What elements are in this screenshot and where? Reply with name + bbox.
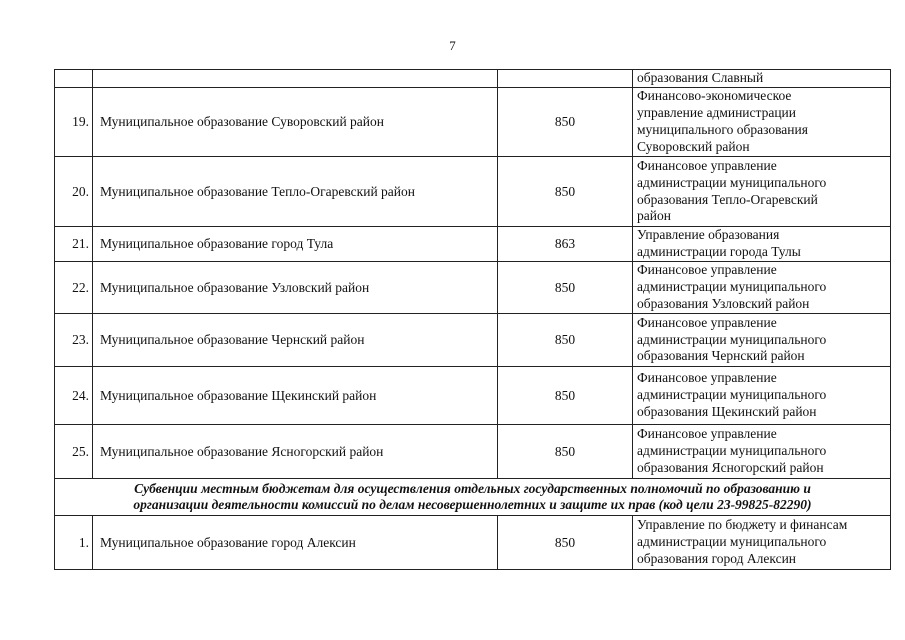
organization-line: Финансовое управление <box>637 370 777 386</box>
organization-line: район <box>637 208 671 224</box>
table-row <box>55 88 891 157</box>
organization-line: администрации муниципального <box>637 387 827 403</box>
organization-line: администрации муниципального <box>637 443 827 459</box>
table-row <box>55 262 891 314</box>
organization-line: Финансово-экономическое <box>637 88 792 104</box>
cell-number: 19. <box>55 88 93 157</box>
cell-code: 850 <box>498 157 633 227</box>
cell-organization: образования Славный <box>633 70 891 88</box>
cell-municipality: Муниципальное образование Тепло-Огаревский район <box>93 157 498 227</box>
organization-line: Финансовое управление <box>637 157 777 173</box>
cell-municipality <box>93 70 498 88</box>
cell-code: 850 <box>498 262 633 314</box>
cell-organization <box>633 516 891 570</box>
organization-line: администрации муниципального <box>637 174 827 190</box>
section-header-row <box>55 479 891 516</box>
cell-municipality: Муниципальное образование город Алексин <box>93 516 498 570</box>
cell-number: 22. <box>55 262 93 314</box>
organization-line: Управление по бюджету и финансам <box>637 517 848 533</box>
organization-line: Финансовое управление <box>637 426 777 442</box>
cell-organization <box>633 88 891 157</box>
cell-code: 850 <box>498 516 633 570</box>
organization-line: Суворовский район <box>637 138 750 154</box>
organization-line: образования Щекинский район <box>637 403 817 419</box>
cell-number: 23. <box>55 314 93 367</box>
cell-organization <box>633 227 891 262</box>
cell-municipality: Муниципальное образование Ясногорский район <box>93 425 498 479</box>
cell-code <box>498 70 633 88</box>
cell-number: 25. <box>55 425 93 479</box>
organization-line: образования Чернский район <box>637 348 805 364</box>
organization-line: администрации муниципального <box>637 331 827 347</box>
cell-code: 850 <box>498 314 633 367</box>
section-title <box>55 479 891 516</box>
cell-municipality: Муниципальное образование Суворовский район <box>93 88 498 157</box>
cell-number: 20. <box>55 157 93 227</box>
organization-line: Финансовое управление <box>637 262 777 278</box>
section-title-line-1: Субвенции местным бюджетам для осуществления отдельных государственных полномочий по образованию и <box>134 481 811 496</box>
section-title-line-2: организации деятельности комиссий по делам несовершеннолетних и защите их прав (код цели 23-99825-82290) <box>133 497 812 512</box>
cell-organization <box>633 425 891 479</box>
cell-municipality: Муниципальное образование Чернский район <box>93 314 498 367</box>
cell-organization <box>633 262 891 314</box>
cell-number: 21. <box>55 227 93 262</box>
organization-line: Финансовое управление <box>637 314 777 330</box>
table-row-continuation <box>55 70 891 88</box>
cell-municipality: Муниципальное образование Узловский район <box>93 262 498 314</box>
cell-number <box>55 70 93 88</box>
organization-line: Управление образования <box>637 227 780 243</box>
cell-number: 1. <box>55 516 93 570</box>
organization-line: образования Ясногорский район <box>637 459 824 475</box>
cell-municipality: Муниципальное образование город Тула <box>93 227 498 262</box>
cell-organization <box>633 367 891 425</box>
cell-code: 850 <box>498 88 633 157</box>
table-row <box>55 227 891 262</box>
cell-code: 863 <box>498 227 633 262</box>
cell-code: 850 <box>498 425 633 479</box>
organization-line: администрации муниципального <box>637 279 827 295</box>
organization-line: образования Узловский район <box>637 295 810 311</box>
cell-code: 850 <box>498 367 633 425</box>
cell-municipality: Муниципальное образование Щекинский район <box>93 367 498 425</box>
page-number: 7 <box>449 38 456 53</box>
organization-line: администрации города Тулы <box>637 244 801 259</box>
cell-organization <box>633 157 891 227</box>
table-row <box>55 157 891 227</box>
table-row <box>55 516 891 570</box>
organization-line: администрации муниципального <box>637 534 827 550</box>
subsidy-table <box>54 69 891 570</box>
table-row <box>55 367 891 425</box>
table-row <box>55 314 891 367</box>
organization-line: образования Тепло-Огаревский <box>637 191 818 207</box>
cell-number: 24. <box>55 367 93 425</box>
organization-line: управление администрации <box>637 105 797 121</box>
cell-organization <box>633 314 891 367</box>
organization-line: муниципального образования <box>637 122 808 137</box>
organization-line: образования город Алексин <box>637 550 797 566</box>
table-row <box>55 425 891 479</box>
